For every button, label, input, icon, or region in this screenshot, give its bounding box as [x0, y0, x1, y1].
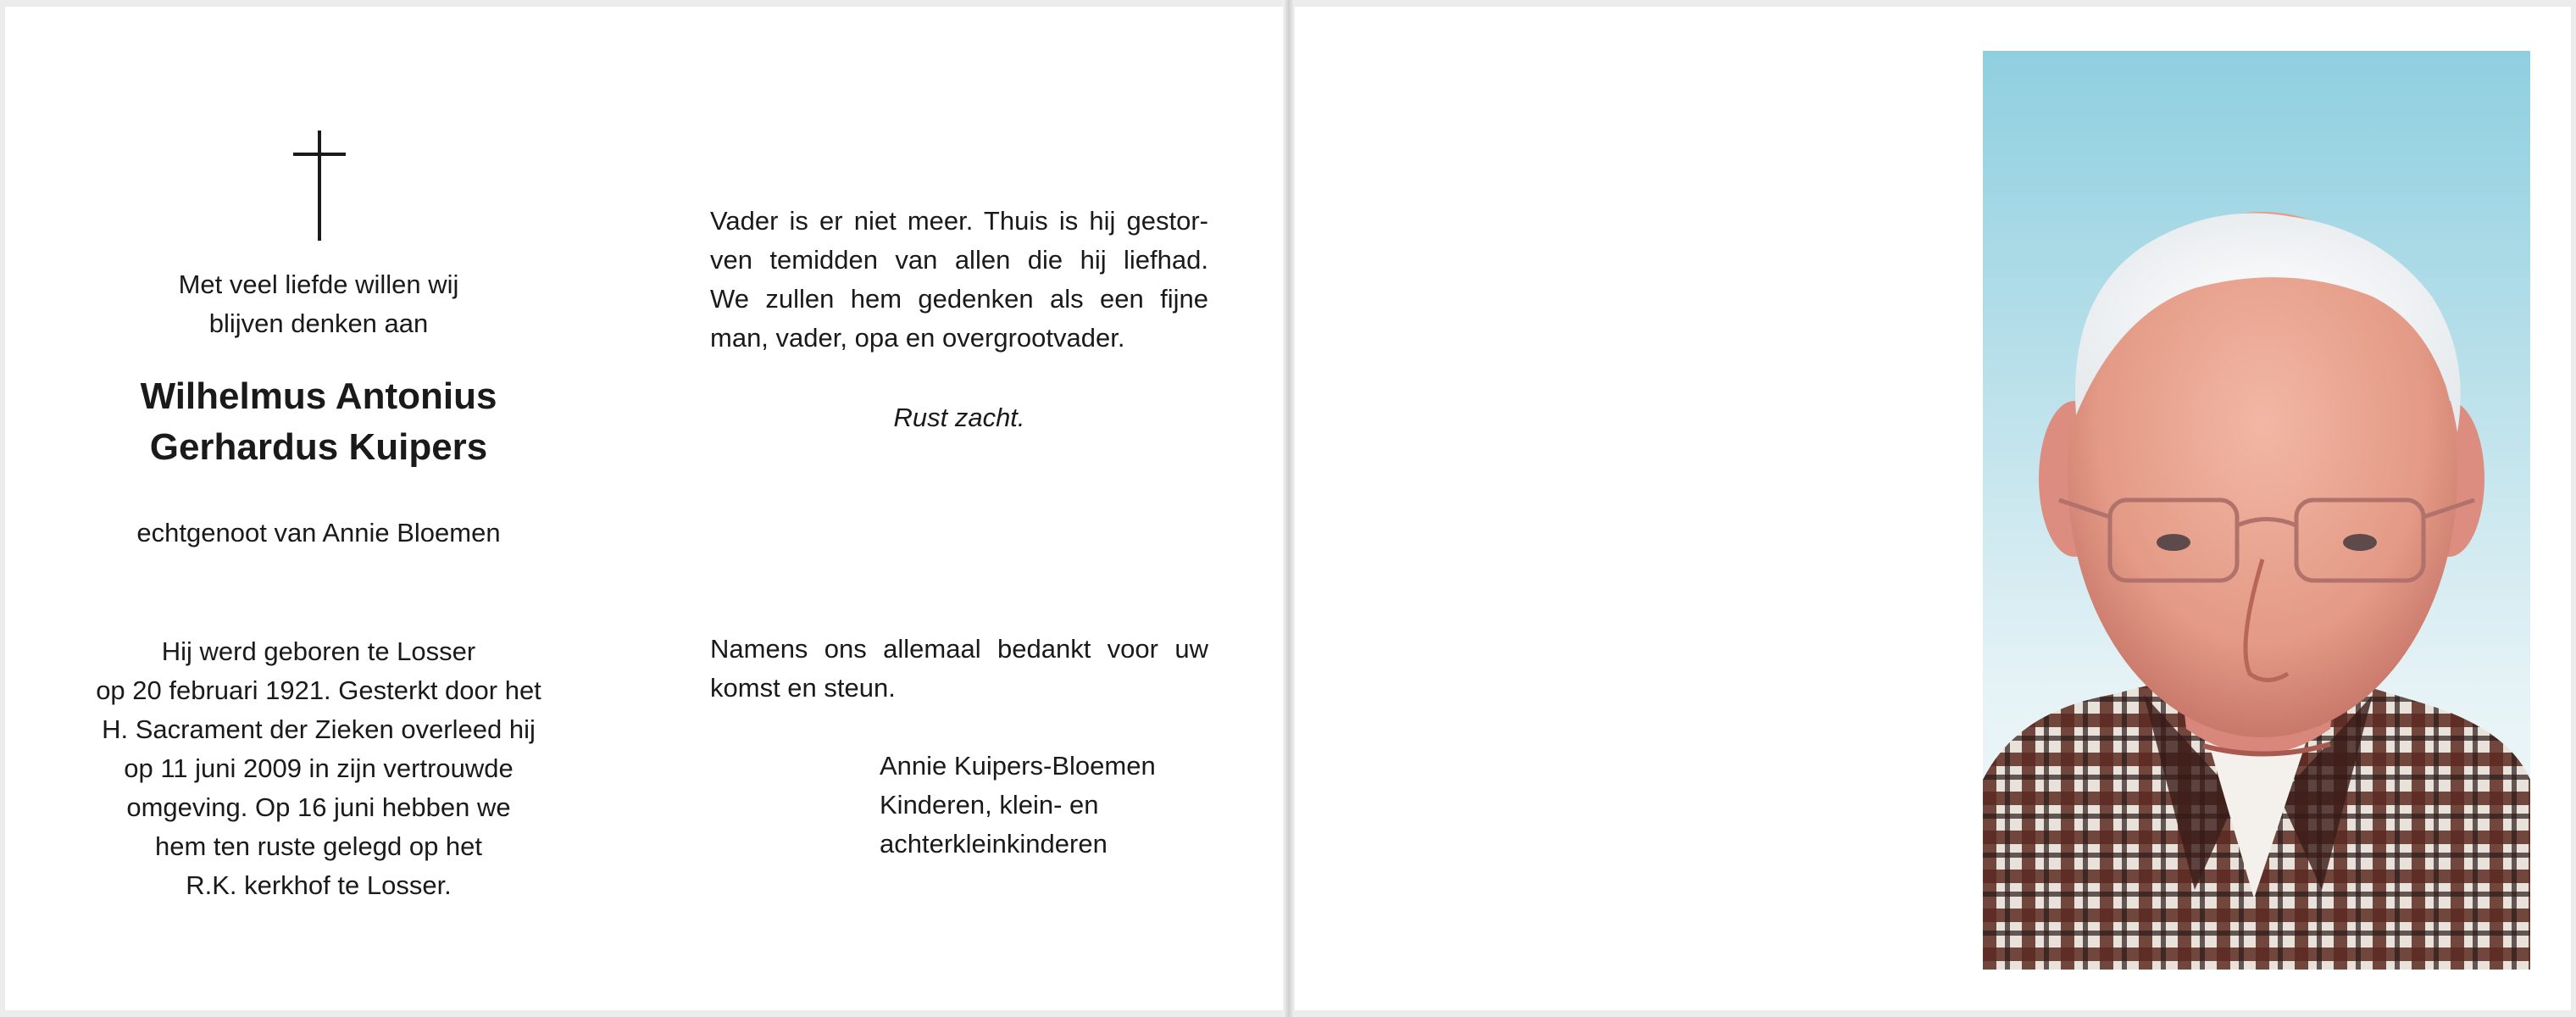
bio-line: op 11 juni 2009 in zijn vertrouwde: [124, 753, 514, 783]
portrait-photo: [1983, 51, 2530, 970]
dedication-line: blijven denken aan: [208, 308, 429, 338]
cross-icon: [290, 131, 349, 241]
name-line: Wilhelmus Antonius: [140, 375, 497, 417]
signature-line: Kinderen, klein- en: [880, 790, 1099, 820]
poem: [710, 202, 1208, 358]
dedication: [64, 265, 573, 343]
thanks: [710, 630, 1208, 708]
bio-line: Hij werd geboren te Losser: [161, 636, 476, 666]
bio-line: op 20 februari 1921. Gesterkt door het: [96, 675, 541, 705]
thanks-line: komst en steun.: [710, 673, 896, 703]
thanks-line: Namens ons allemaal bedankt voor uw: [710, 634, 1208, 664]
signature-line: Annie Kuipers-Bloemen: [880, 751, 1156, 781]
closing-words: [710, 398, 1208, 437]
deceased-name: [64, 371, 573, 473]
signature: [880, 747, 1235, 864]
poem-line: ven temidden van allen die hij liefhad.: [710, 245, 1208, 275]
card-inside-left: [5, 7, 1283, 1010]
poem-line: man, vader, opa en overgrootvader.: [710, 323, 1125, 353]
poem-line: We zullen hem gedenken als een fijne: [710, 284, 1208, 314]
poem-line: Vader is er niet meer. Thuis is hij gestor-: [710, 206, 1208, 236]
bio-line: hem ten ruste gelegd op het: [154, 831, 483, 861]
closing-line: Rust zacht.: [893, 403, 1025, 432]
bio-line: omgeving. Op 16 juni hebben we: [126, 792, 511, 822]
card-fold: [1283, 0, 1295, 1017]
signature-line: achterkleinkinderen: [880, 829, 1108, 859]
card-inside-right: [1295, 7, 2571, 1010]
name-line: Gerhardus Kuipers: [149, 426, 488, 468]
spouse-line: echtgenoot van Annie Bloemen: [136, 518, 501, 547]
dedication-line: Met veel liefde willen wij: [178, 270, 459, 299]
bio-line: H. Sacrament der Zieken overleed hij: [102, 714, 536, 744]
bio-line: R.K. kerkhof te Losser.: [186, 870, 452, 900]
biography: [39, 632, 598, 905]
spouse: [64, 514, 573, 553]
